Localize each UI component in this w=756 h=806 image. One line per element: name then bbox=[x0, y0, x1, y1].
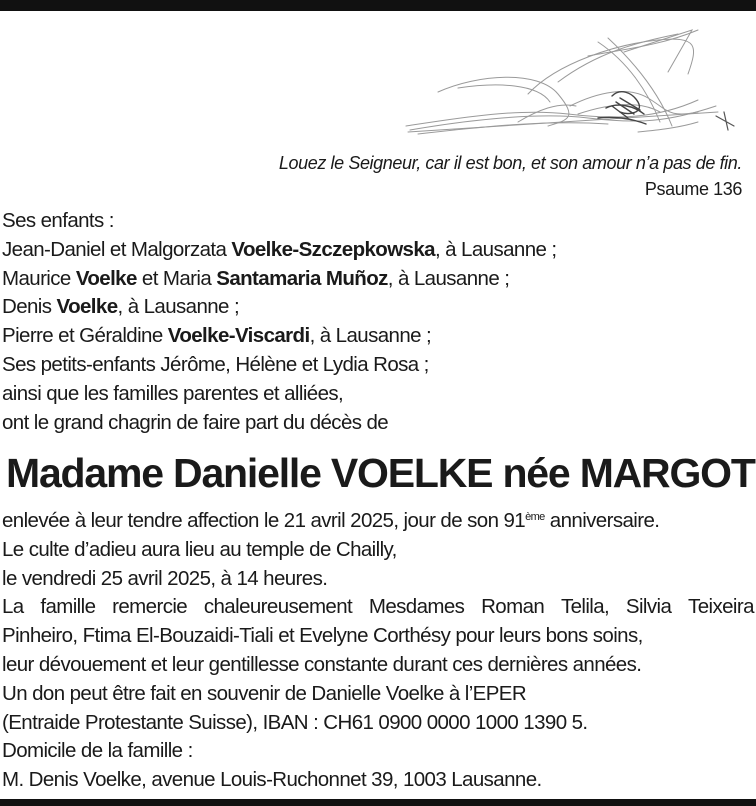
thanks-line: La famille remercie chaleureusement Mesdames Roman Telila, Silvia Teixeira bbox=[2, 595, 754, 619]
service-line: le vendredi 25 avril 2025, à 14 heures. bbox=[2, 566, 328, 590]
family-line: Pierre et Géraldine Voelke-Viscardi, à Lausanne ; bbox=[2, 324, 432, 348]
top-border bbox=[0, 0, 756, 11]
deceased-name: Madame Danielle VOELKE née MARGOT bbox=[6, 450, 755, 496]
home-address: M. Denis Voelke, avenue Louis-Ruchonnet 39, 1003 Lausanne. bbox=[2, 768, 542, 792]
family-list bbox=[2, 207, 557, 437]
sketch-illustration bbox=[398, 22, 748, 144]
donation-line: (Entraide Protestante Suisse), IBAN : CH61 0900 0000 1000 1390 5. bbox=[2, 710, 588, 734]
thanks-line: leur dévouement et leur gentillesse constante durant ces dernières années. bbox=[2, 652, 642, 676]
relatives-line: ainsi que les familles parentes et alliées, bbox=[2, 381, 344, 405]
details-block bbox=[2, 507, 754, 795]
grandchildren-line: Ses petits-enfants Jérôme, Hélène et Lydia Rosa ; bbox=[2, 352, 429, 376]
death-line: enlevée à leur tendre affection le 21 avril 2025, jour de son 91ème anniversaire. bbox=[2, 509, 660, 532]
announcement-line: ont le grand chagrin de faire part du décès de bbox=[2, 410, 389, 434]
family-line: Jean-Daniel et Malgorzata Voelke-Szczepkowska, à Lausanne ; bbox=[2, 237, 557, 261]
family-line: Maurice Voelke et Maria Santamaria Muñoz, à Lausanne ; bbox=[2, 266, 510, 290]
children-intro: Ses enfants : bbox=[2, 209, 114, 232]
verse-reference: Psaume 136 bbox=[644, 179, 742, 199]
bottom-border bbox=[0, 799, 756, 806]
thanks-line: Pinheiro, Ftima El-Bouzaidi-Tiali et Evelyne Corthésy pour leurs bons soins, bbox=[2, 624, 643, 648]
service-line: Le culte d’adieu aura lieu au temple de Chailly, bbox=[2, 537, 397, 561]
home-label: Domicile de la famille : bbox=[2, 739, 193, 763]
bible-verse: Louez le Seigneur, car il est bon, et son amour n’a pas de fin. bbox=[278, 153, 742, 173]
family-line: Denis Voelke, à Lausanne ; bbox=[2, 295, 240, 319]
donation-line: Un don peut être fait en souvenir de Danielle Voelke à l’EPER bbox=[2, 681, 527, 705]
